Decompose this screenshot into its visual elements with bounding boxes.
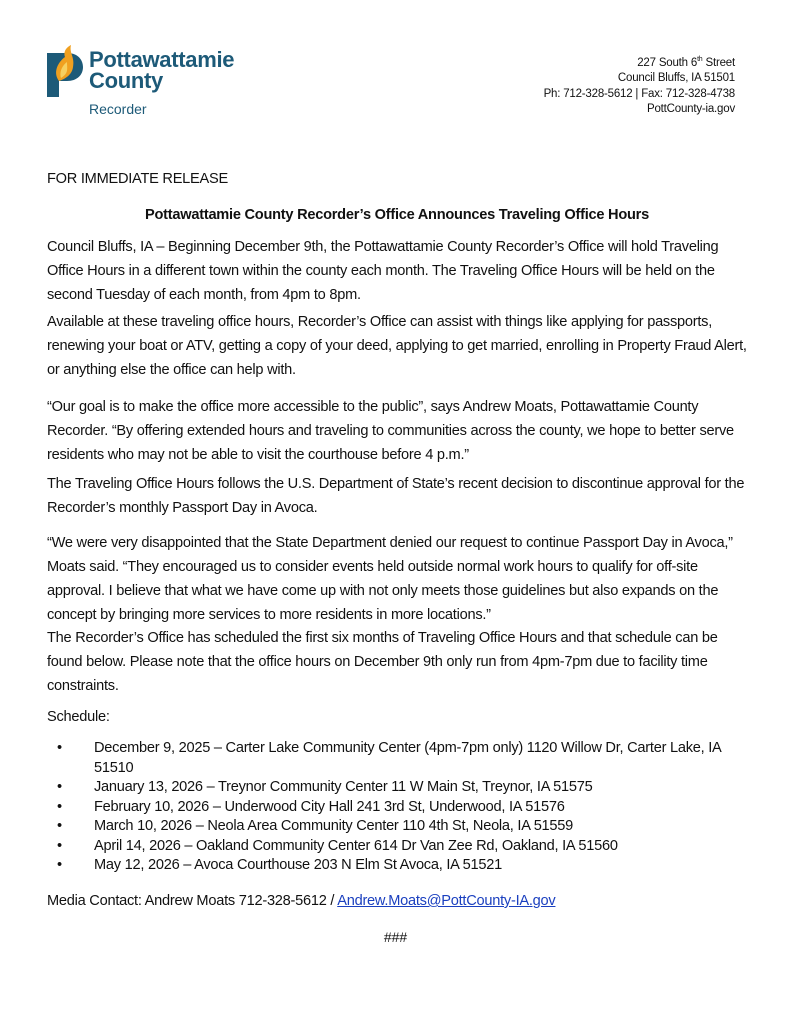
flame-p-icon xyxy=(45,45,85,100)
release-tag: FOR IMMEDIATE RELEASE xyxy=(47,171,228,187)
page-title: Pottawattamie County Recorder’s Office Announces Traveling Office Hours xyxy=(145,207,649,223)
county-logo xyxy=(45,45,275,125)
list-item: • March 10, 2026 – Neola Area Community Center 110 4th St, Neola, IA 51559 xyxy=(47,817,747,837)
list-item: • February 10, 2026 – Underwood City Hall 241 3rd St, Underwood, IA 51576 xyxy=(47,798,747,818)
email-link[interactable]: Andrew.Moats@PottCounty-IA.gov xyxy=(337,893,556,909)
logo-line1: Pottawattamie xyxy=(89,47,235,72)
street xyxy=(544,52,735,71)
schedule-list xyxy=(47,739,747,876)
logo-name xyxy=(89,49,234,91)
phone-fax: Ph: 712-328-5612 | Fax: 712-328-4738 xyxy=(543,87,735,100)
paragraph: “We were very disappointed that the State Department denied our request to continue Passport Day in Avoca,” Moats said. “They encouraged us to consider events held outside normal work hours to qualify for off-site approval. I believe that what we have come up with not only meets those guidelines but also expands on the concept by bringing more services to more residents in more locations.” xyxy=(47,535,733,623)
media-contact xyxy=(47,889,747,913)
paragraph: “Our goal is to make the office more accessible to the public”, says Andrew Moats, Pottawattamie County Recorder. “By offering extended hours and traveling to communities across the county, we hope to better serve residents who may not be able to visit the courthouse before 4 p.m.” xyxy=(47,399,734,463)
list-item: • May 12, 2026 – Avoca Courthouse 203 N Elm St Avoca, IA 51521 xyxy=(47,856,747,876)
city: Council Bluffs, IA 51501 xyxy=(617,72,735,85)
office-address xyxy=(544,52,735,118)
list-item: • December 9, 2025 – Carter Lake Community Center (4pm-7pm only) 1120 Willow Dr, Carter Lake, IA 51510 xyxy=(47,739,747,778)
paragraph: The Traveling Office Hours follows the U.S. Department of State’s recent decision to discontinue approval for the Recorder’s monthly Passport Day in Avoca. xyxy=(47,476,745,516)
media-contact-label: Media Contact: Andrew Moats 712-328-5612 / xyxy=(47,893,338,909)
list-item: • April 14, 2026 – Oakland Community Center 614 Dr Van Zee Rd, Oakland, IA 51560 xyxy=(47,837,747,857)
street-prefix: 227 South 6 xyxy=(637,56,698,69)
end-mark: ### xyxy=(383,929,408,945)
paragraph: The Recorder’s Office has scheduled the first six months of Traveling Office Hours and that schedule can be found below. Please note that the office hours on December 9th only run from 4pm-7pm due to facility time constraints. xyxy=(47,630,718,694)
logo-line2: County xyxy=(89,68,163,93)
website: PottCounty-ia.gov xyxy=(646,103,735,116)
paragraph: Available at these traveling office hours, Recorder’s Office can assist with things like applying for passports, renewing your boat or ATV, getting a copy of your deed, applying to get married, enrolling in Property Fraud Alert, or anything else the office can help with. xyxy=(47,314,747,378)
schedule-label: Schedule: xyxy=(47,709,110,725)
logo-subtitle: Recorder xyxy=(89,101,147,117)
street-sup: th xyxy=(697,56,703,63)
street-suffix: Street xyxy=(702,56,735,69)
paragraph: Council Bluffs, IA – Beginning December 9th, the Pottawattamie County Recorder’s Office will hold Traveling Office Hours in a different town within the county each month. The Traveling Office Hours will be held on the second Tuesday of each month, from 4pm to 8pm. xyxy=(47,239,719,303)
list-item: • January 13, 2026 – Treynor Community Center 11 W Main St, Treynor, IA 51575 xyxy=(47,778,747,798)
